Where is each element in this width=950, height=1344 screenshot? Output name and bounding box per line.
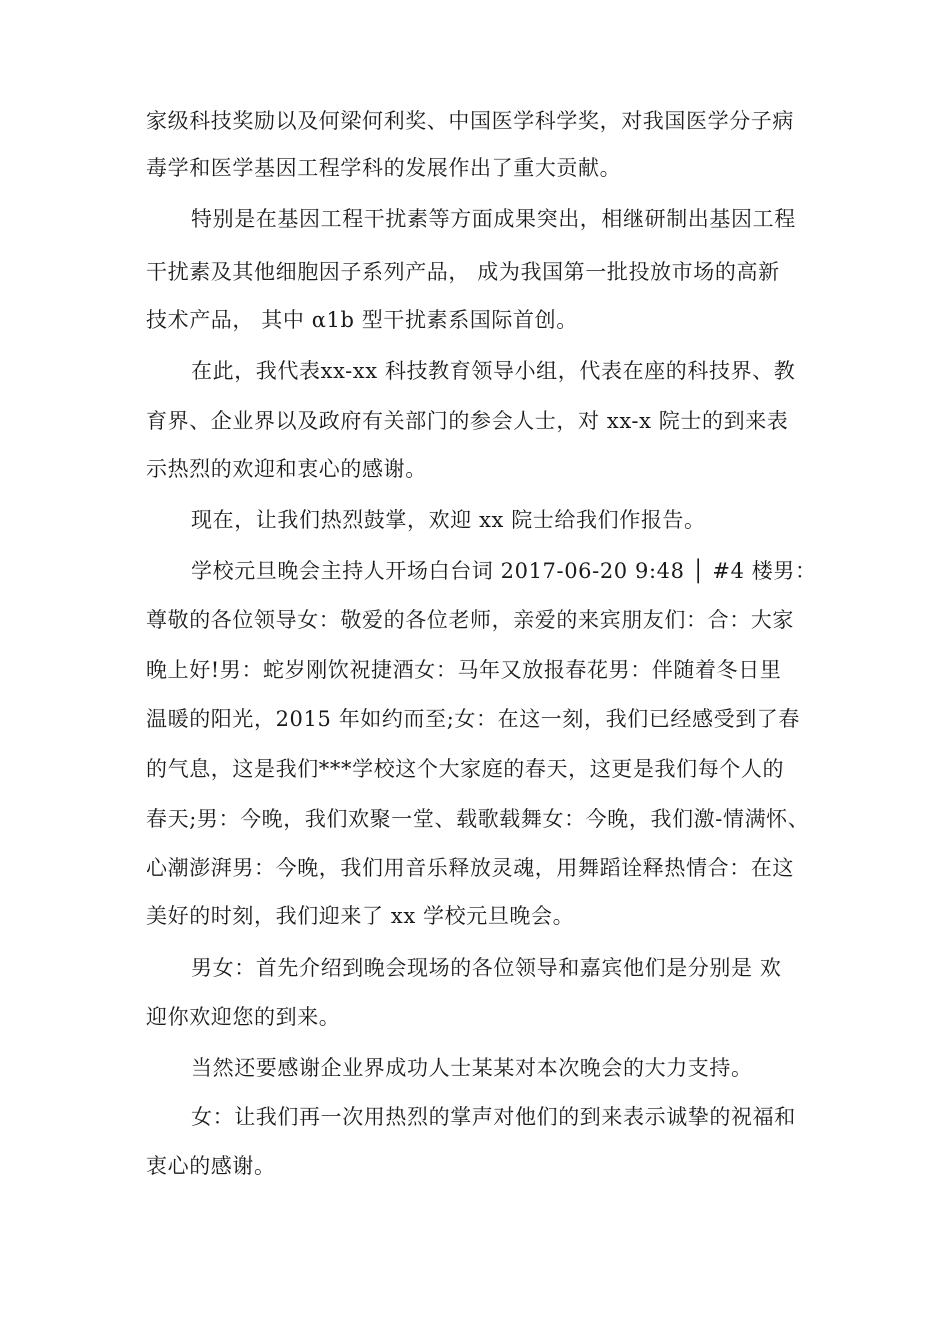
text-line: 迎你欢迎您的到来。 [146,1005,341,1029]
text-line: 在此，我代表xx-xx 科技教育领导小组，代表在座的科技界、教 [191,359,796,383]
text-line: 尊敬的各位领导女：敬爱的各位老师，亲爱的来宾朋友们：合：大家 [146,608,794,632]
text-line: 技术产品， 其中 α1b 型干扰素系国际首创。 [146,308,578,332]
text-line: 温暖的阳光，2015 年如约而至;女：在这一刻，我们已经感受到了春 [146,707,800,731]
text-line: 男女：首先介绍到晚会现场的各位领导和嘉宾他们是分别是 欢 [191,956,782,980]
text-line: 心潮澎湃男：今晚，我们用音乐释放灵魂，用舞蹈诠释热情合：在这 [146,856,794,880]
text-line: 衷心的感谢。 [146,1154,276,1178]
text-line: 春天;男：今晚，我们欢聚一堂、载歌载舞女：今晚，我们激-情满怀、 [146,807,810,831]
text-line: 现在，让我们热烈鼓掌，欢迎 xx 院士给我们作报告。 [191,508,706,532]
text-line: 干扰素及其他细胞因子系列产品， 成为我国第一批投放市场的高新 [146,260,780,284]
text-line: 毒学和医学基因工程学科的发展作出了重大贡献。 [146,156,622,180]
text-line: 育界、企业界以及政府有关部门的参会人士，对 xx-x 院士的到来表 [146,409,789,433]
text-line: 家级科技奖励以及何梁何利奖、中国医学科学奖，对我国医学分子病 [146,109,794,133]
text-line: 学校元旦晚会主持人开场白台词 2017-06-20 9:48 │ #4 楼男： [191,559,817,583]
text-line: 女：让我们再一次用热烈的掌声对他们的到来表示诚挚的祝福和 [191,1105,796,1129]
text-line: 特别是在基因工程干扰素等方面成果突出，相继研制出基因工程 [191,207,796,231]
text-line: 当然还要感谢企业界成功人士某某对本次晚会的大力支持。 [191,1056,753,1080]
text-line: 晚上好!男：蛇岁刚饮祝捷酒女：马年又放报春花男：伴随着冬日里 [146,658,782,682]
text-line: 美好的时刻，我们迎来了 xx 学校元旦晚会。 [146,904,575,928]
text-line: 示热烈的欢迎和衷心的感谢。 [146,457,427,481]
text-line: 的气息，这是我们***学校这个大家庭的春天，这更是我们每个人的 [146,757,785,781]
